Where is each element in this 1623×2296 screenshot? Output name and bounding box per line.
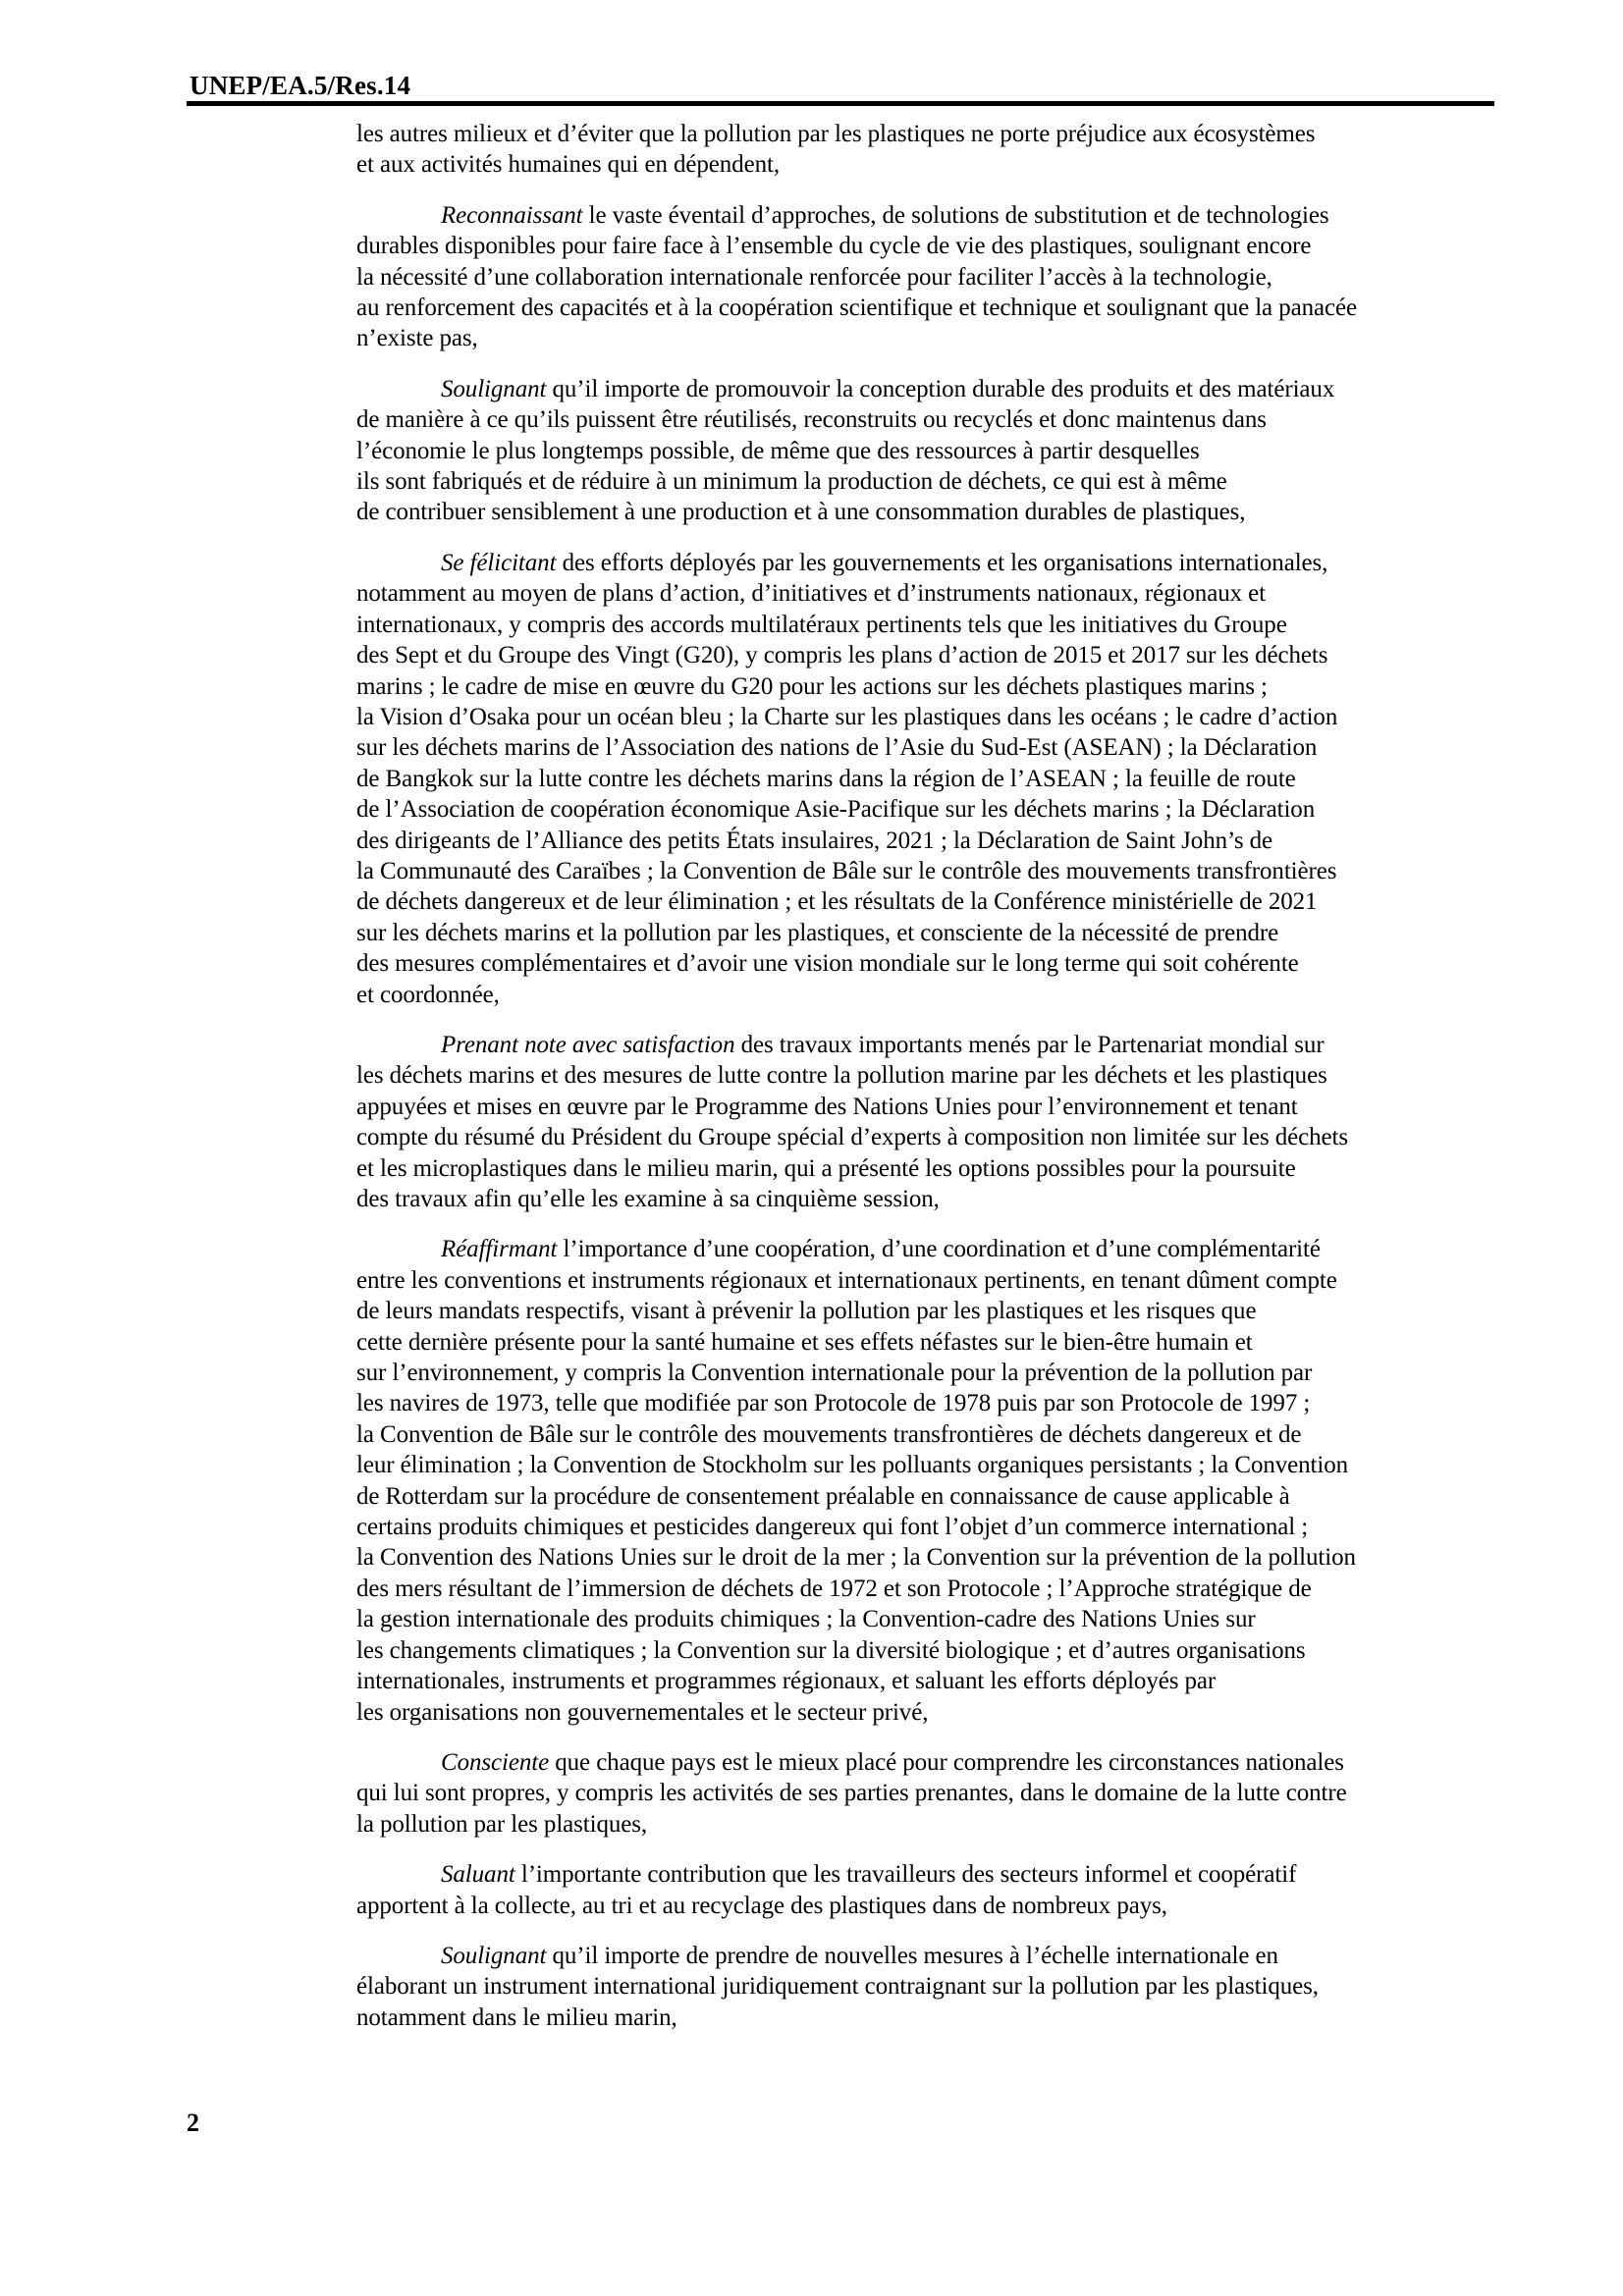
paragraph-line: et les microplastiques dans le milieu marin, qui a présenté les options possibles pour la poursuite [356,1154,1296,1182]
paragraph-line: Soulignant qu’il importe de prendre de nouvelles mesures à l’échelle internationale en [441,1942,1278,1969]
paragraph-line: l’économie le plus longtemps possible, de même que des ressources à partir desquelles [356,437,1200,464]
paragraph [356,1859,1505,1921]
paragraph [356,1030,1505,1214]
paragraph-lead-phrase: Se félicitant [441,549,557,576]
paragraph-lead-phrase: Consciente [441,1748,550,1776]
paragraph-line: des mesures complémentaires et d’avoir une vision mondiale sur le long terme qui soit cohérente [356,950,1299,978]
paragraph-line: de leurs mandats respectifs, visant à prévenir la pollution par les plastiques et les risques que [356,1298,1257,1325]
paragraph [356,200,1505,354]
paragraph-line: Prenant note avec satisfaction des travaux importants menés par le Partenariat mondial sur [441,1031,1325,1058]
paragraph-line: sur l’environnement, y compris la Convention internationale pour la prévention de la pollution par [356,1360,1313,1387]
paragraph-line: la Convention des Nations Unies sur le droit de la mer ; la Convention sur la prévention de la pollution [356,1544,1356,1572]
paragraph-line: des dirigeants de l’Alliance des petits États insulaires, 2021 ; la Déclaration de Saint John’s de [356,827,1273,854]
paragraph-lead-phrase: Saluant [441,1861,515,1889]
paragraph-line: des travaux afin qu’elle les examine à sa cinquième session, [356,1186,940,1212]
paragraph-line: les organisations non gouvernementales et le secteur privé, [356,1698,929,1726]
paragraph-line: les déchets marins et des mesures de lutte contre la pollution marine par les déchets et les plastiques [356,1062,1327,1090]
paragraph-line: la nécessité d’une collaboration internationale renforcée pour faciliter l’accès à la technologie, [356,263,1272,291]
paragraph-line: Consciente que chaque pays est le mieux placé pour comprendre les circonstances nationales [441,1748,1344,1776]
paragraph-line: la Communauté des Caraïbes ; la Convention de Bâle sur le contrôle des mouvements transfrontières [356,857,1337,884]
paragraph-line: internationaux, y compris des accords multilatéraux pertinents tels que les initiatives du Groupe [356,611,1287,638]
paragraph-line: de contribuer sensiblement à une production et à une consommation durables de plastiques, [356,499,1246,526]
paragraph-line: cette dernière présente pour la santé humaine et ses effets néfastes sur le bien-être humain et [356,1328,1253,1356]
paragraph-line: durables disponibles pour faire face à l’ensemble du cycle de vie des plastiques, soulignant encore [356,233,1312,260]
document-symbol: UNEP/EA.5/Res.14 [189,71,411,100]
paragraph-line: apportent à la collecte, au tri et au recyclage des plastiques dans de nombreux pays, [356,1892,1167,1919]
paragraph-line: les changements climatiques ; la Convention sur la diversité biologique ; et d’autres organisations [356,1636,1306,1664]
paragraph-line: Se félicitant des efforts déployés par les gouvernements et les organisations internationales, [441,549,1328,576]
header-rule [187,101,1494,106]
paragraph-line: la pollution par les plastiques, [356,1810,648,1838]
paragraph-line: les autres milieux et d’éviter que la pollution par les plastiques ne porte préjudice aux écosystèmes [356,121,1316,147]
paragraph-line: marins ; le cadre de mise en œuvre du G20 pour les actions sur les déchets plastiques marins ; [356,672,1268,700]
paragraph-line: de manière à ce qu’ils puissent être réutilisés, reconstruits ou recyclés et donc maintenus dans [356,406,1267,434]
paragraph [356,1941,1505,2033]
paragraph-lead-phrase: Soulignant [441,1942,547,1969]
paragraph-line: Saluant l’importante contribution que les travailleurs des secteurs informel et coopératif [441,1861,1297,1889]
paragraph-line: la Convention de Bâle sur le contrôle des mouvements transfrontières de déchets dangereux et de [356,1420,1302,1448]
paragraph-line: les navires de 1973, telle que modifiée par son Protocole de 1978 puis par son Protocole de 1997 ; [356,1390,1311,1417]
paragraph-line: notamment au moyen de plans d’action, d’initiatives et d’instruments nationaux, régionaux et [356,580,1266,608]
paragraph-line: compte du résumé du Président du Groupe spécial d’experts à composition non limitée sur les déchets [356,1124,1348,1151]
paragraph-lead-phrase: Réaffirmant [441,1236,558,1263]
paragraph-line: qui lui sont propres, y compris les activités de ses parties prenantes, dans le domaine de la lutte contre [356,1780,1347,1807]
paragraph-line: sur les déchets marins et la pollution par les plastiques, et consciente de la nécessité de prendre [356,919,1279,946]
paragraph-line: de Rotterdam sur la procédure de consentement préalable en connaissance de cause applicable à [356,1482,1290,1510]
paragraph-line: ils sont fabriqués et de réduire à un minimum la production de déchets, ce qui est à même [356,468,1227,496]
paragraph [356,1747,1505,1840]
paragraph-line: internationales, instruments et programmes régionaux, et saluant les efforts déployés par [356,1668,1217,1695]
paragraph-line: appuyées et mises en œuvre par le Programme des Nations Unies pour l’environnement et tenant [356,1093,1298,1120]
paragraph-line: au renforcement des capacités et à la coopération scientifique et technique et soulignant que la panacée [356,294,1357,322]
paragraph-lead-phrase: Soulignant [441,375,547,402]
paragraph-line: n’existe pas, [356,325,478,352]
paragraph [356,1234,1505,1728]
paragraph-line: Reconnaissant le vaste éventail d’approches, de solutions de substitution et de technologies [441,201,1329,229]
paragraph-line: la gestion internationale des produits chimiques ; la Convention-cadre des Nations Unies sur [356,1606,1256,1633]
paragraph-line: notamment dans le milieu marin, [356,2003,677,2031]
paragraph-line: des Sept et du Groupe des Vingt (G20), y compris les plans d’action de 2015 et 2017 sur les déchets [356,642,1328,669]
document-body [356,119,1505,2053]
paragraph-line: élaborant un instrument international juridiquement contraignant sur la pollution par les plastiques, [356,1973,1319,2001]
paragraph-line: et aux activités humaines qui en dépendent, [356,151,780,179]
paragraph-line: de l’Association de coopération économique Asie-Pacifique sur les déchets marins ; la Déclaration [356,796,1316,824]
paragraph-line: sur les déchets marins de l’Association des nations de l’Asie du Sud-Est (ASEAN) ; la Déclaration [356,734,1318,762]
paragraph-lead-phrase: Prenant note avec satisfaction [441,1031,735,1058]
paragraph [356,119,1505,181]
paragraph-line: des mers résultant de l’immersion de déchets de 1972 et son Protocole ; l’Approche stratégique de [356,1575,1312,1602]
paragraph-line: certains produits chimiques et pesticides dangereux qui font l’objet d’un commerce international ; [356,1514,1309,1541]
paragraph-line: leur élimination ; la Convention de Stockholm sur les polluants organiques persistants ; la Convention [356,1452,1349,1479]
paragraph-line: la Vision d’Osaka pour un océan bleu ; la Charte sur les plastiques dans les océans ; le cadre d’action [356,703,1338,730]
paragraph [356,374,1505,528]
paragraph-line: de Bangkok sur la lutte contre les déchets marins dans la région de l’ASEAN ; la feuille de route [356,765,1296,792]
paragraph-line: et coordonnée, [356,981,500,1008]
paragraph-line: entre les conventions et instruments régionaux et internationaux pertinents, en tenant dûment compte [356,1266,1337,1294]
page-number: 2 [187,2109,199,2137]
paragraph-line: de déchets dangereux et de leur élimination ; et les résultats de la Conférence ministérielle de 2021 [356,888,1318,916]
paragraph-line: Soulignant qu’il importe de promouvoir la conception durable des produits et des matériaux [441,375,1335,402]
paragraph-lead-phrase: Reconnaissant [441,201,583,229]
paragraph-line: Réaffirmant l’importance d’une coopération, d’une coordination et d’une complémentarité [441,1236,1321,1263]
paragraph [356,548,1505,1010]
